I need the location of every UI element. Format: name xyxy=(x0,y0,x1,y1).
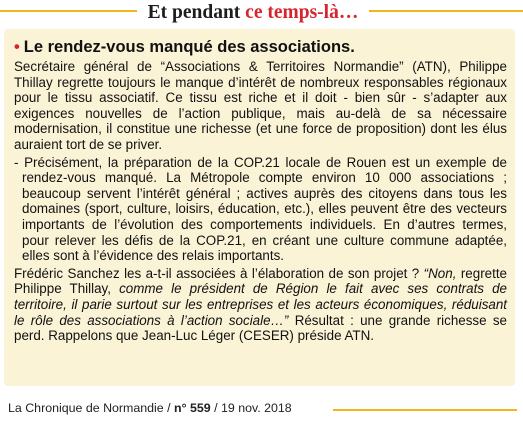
section-heading-prefix: Et pendant xyxy=(147,2,246,23)
footer-date: / 19 nov. 2018 xyxy=(210,401,292,415)
section-heading xyxy=(137,0,369,26)
paragraph-3-quote-open: “Non, xyxy=(423,265,457,281)
paragraph-3-attribution: regrette Philippe Thillay, xyxy=(14,265,507,297)
article-paragraph-1: Secrétaire général de “Associations & Territoires Normandie” (ATN), Philippe Thillay regrette toujours le manque d’intérêt de nombreux responsables régionaux pour le tissu associatif. Ce tissu est riche et il doit - bien sûr - s’adapter aux exigences nouvelles de l’action publique, mais au-delà de sa nécessaire modernisation, il constitue une richesse (et une force de proposition) dont les élus auraient tort de se priver. xyxy=(14,59,507,152)
paragraph-3-start: Frédéric Sanchez les a-t-il associées à l’élaboration de son projet ? xyxy=(14,265,424,281)
article-title xyxy=(14,37,507,57)
section-heading-accent: ce temps-là… xyxy=(245,2,359,23)
article-panel xyxy=(4,29,515,386)
paragraph-3-end: Résultat : une grande richesse se perd. Rappelons que Jean-Luc Léger (CESER) préside ATN. xyxy=(14,312,507,344)
footer-issue-number: n° 559 xyxy=(174,401,211,415)
article-paragraph-3 xyxy=(14,266,507,344)
article-title-text: Le rendez-vous manqué des associations. xyxy=(23,38,355,56)
footer-publication: La Chronique de Normandie / xyxy=(8,401,174,415)
footer-divider-rule xyxy=(333,409,517,411)
bullet-icon: • xyxy=(14,38,20,56)
article-paragraph-2: - Précisément, la préparation de la COP.21 locale de Rouen est un exemple de rendez-vous manqué. La Métropole compte environ 10 000 associations ; beaucoup servent l’intérêt général ; actives auprès des citoyens dans tous les domaines (sport, culture, loisirs, éducation, etc.), elles peuvent être des vecteurs importants de l’évolution des comportements individuels. En d’autres termes, pour relever les défis de la COP.21, en créant une culture commune adaptée, elles sont à l’évidence des relais importants. xyxy=(14,154,507,264)
footer-citation xyxy=(8,400,292,416)
paragraph-3-quote: comme le président de Région le fait avec ses contrats de territoire, il parie surtout sur les entreprises et les acteurs économiques, réduisant le rôle des associations à l’action sociale…” xyxy=(14,281,508,328)
